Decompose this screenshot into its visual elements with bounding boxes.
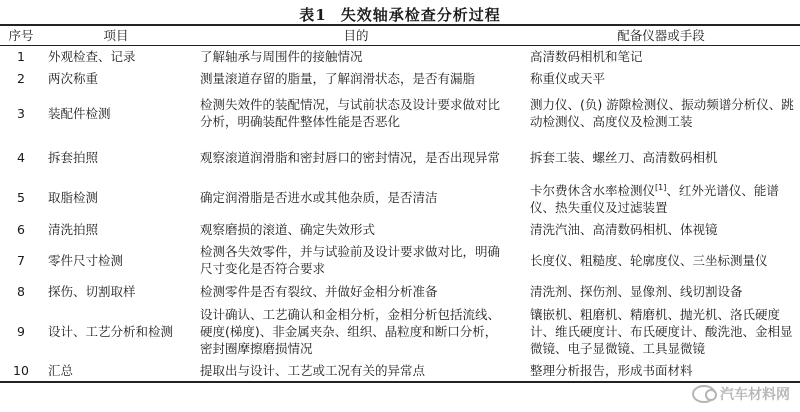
row-item: 两次称重: [48, 70, 99, 86]
row-item: 拆套拍照: [48, 149, 99, 165]
table-row: [0, 137, 800, 177]
citation-ref: [1]: [655, 183, 667, 192]
table-row: [0, 218, 800, 240]
row-purpose: 提取出与设计、工艺或工况有关的异常点: [200, 363, 426, 379]
row-means: 镶嵌机、粗磨机、精磨机、抛光机、洛氏硬度计、维氏硬度计、布氏硬度计、酸洗池、金相显微镜、电子显微镜、工具显微镜: [530, 306, 793, 356]
row-seq: 6: [17, 221, 25, 237]
row-means: 高清数码相机和笔记: [530, 48, 643, 64]
table-caption: [0, 4, 800, 25]
watermark-text: 汽车材料网: [720, 387, 790, 403]
watermark: [692, 384, 790, 404]
row-means: 测力仪、(负) 游隙检测仪、振动频谱分析仪、跳动检测仪、高度仪及检测工装: [530, 97, 794, 129]
row-means: 清洗剂、探伤剂、显像剂、线切割设备: [530, 283, 743, 299]
row-purpose: 确定润滑脂是否进水或其他杂质，是否清洁: [200, 190, 438, 206]
table-title: 失效轴承检查分析过程: [340, 6, 501, 24]
row-seq: 9: [17, 323, 25, 339]
row-seq: 7: [17, 252, 25, 268]
wechat-logo-icon: [692, 385, 716, 403]
table-row: [0, 360, 800, 382]
header-purpose: 目的: [343, 27, 369, 43]
row-item: 探伤、切割取样: [48, 283, 136, 299]
row-seq: 2: [17, 70, 25, 86]
row-means: 整理分析报告，形成书面材料: [530, 363, 693, 379]
row-purpose: 检测各失效零件，并与试验前及设计要求做对比，明确尺寸变化是否符合要求: [200, 244, 501, 277]
table-row: [0, 45, 800, 67]
table-row: [0, 280, 800, 302]
row-seq: 8: [17, 283, 25, 299]
row-means: 长度仪、粗糙度、轮廓度仪、三坐标测量仪: [530, 252, 768, 268]
row-seq: 10: [13, 363, 29, 379]
row-means: 称重仪或天平: [530, 70, 606, 86]
row-purpose: 观察滚道润滑脂和密封唇口的密封情况，是否出现异常: [200, 149, 501, 165]
header-item: 项目: [103, 27, 129, 43]
table-row: [0, 240, 800, 280]
table-row: [0, 67, 800, 89]
row-seq: 1: [17, 48, 25, 64]
row-seq: 4: [17, 149, 25, 165]
header-seq: 序号: [8, 27, 34, 43]
table-row: [0, 177, 800, 218]
means-text-tail: 、红外光谱仪、能谱仪、热失重仪及过滤装置: [530, 183, 779, 216]
row-means: 拆套工装、螺丝刀、高清数码相机: [530, 149, 718, 165]
inspection-table: [0, 24, 800, 383]
row-item: 取脂检测: [48, 190, 99, 206]
row-item: 零件尺寸检测: [48, 252, 124, 268]
row-item: 汇总: [48, 363, 74, 379]
row-item: 装配件检测: [48, 105, 111, 121]
row-item: 清洗拍照: [48, 221, 99, 237]
row-purpose: 观察磨损的滚道、确定失效形式: [200, 221, 376, 237]
row-item: 设计、工艺分析和检测: [48, 323, 174, 339]
row-seq: 3: [17, 105, 25, 121]
table-row: [0, 302, 800, 360]
table-row: [0, 89, 800, 137]
row-purpose: 设计确认、工艺确认和金相分析，金相分析包括流线、硬度(梯度)、非金属夹杂、组织、晶粒度和断口分析，密封圈摩擦磨损情况: [200, 306, 501, 356]
table-header-row: [0, 25, 800, 45]
row-purpose: 检测零件是否有裂纹、并做好金相分析准备: [200, 283, 438, 299]
row-purpose: 检测失效件的装配情况，与试前状态及设计要求做对比分析，明确装配件整体性能是否恶化: [200, 97, 501, 129]
means-text: 卡尔费休含水率检测仪: [530, 183, 656, 199]
row-seq: 5: [17, 190, 25, 206]
table-number: 表1: [299, 6, 327, 24]
row-means: [522, 177, 800, 218]
row-purpose: 测量滚道存留的脂量，了解润滑状态，是否有漏脂: [200, 70, 476, 86]
row-means: 清洗汽油、高清数码相机、体视镜: [530, 221, 718, 237]
header-means: 配备仪器或手段: [617, 27, 705, 43]
row-purpose: 了解轴承与周围件的接触情况: [200, 48, 363, 64]
row-item: 外观检查、记录: [48, 48, 136, 64]
